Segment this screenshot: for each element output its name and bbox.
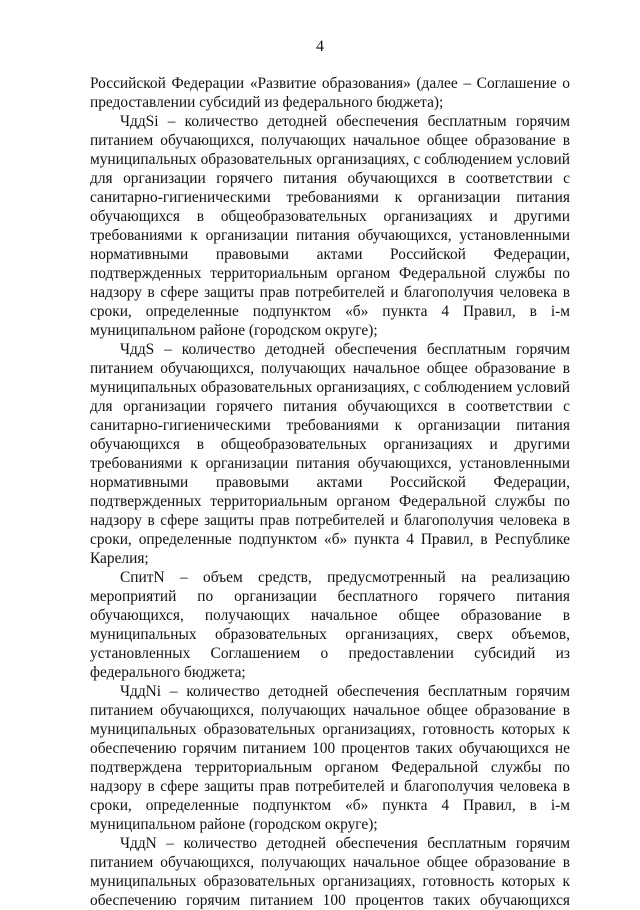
paragraph-chdd-ni: ЧддNi – количество детодней обеспечения бесплатным горячим питанием обучающихся, получающих начальное общее образование в муниципальных образовательных организациях, готовность которых к обеспечению горячим питанием 100 процентов таких обучающихся не подтверждена территориальным органом Федеральной службы по надзору в сфере защиты прав потребителей и благополучия человека в сроки, определенные подпунктом «б» пункта 4 Правил, в i-м муниципальном районе (городском округе); — [90, 683, 570, 833]
paragraph-spit-n: СпитN – объем средств, предусмотренный на реализацию мероприятий по организации бесплатного горячего питания обучающихся, получающих начальное общее образование в муниципальных образовательных организациях, сверх объемов, установленных Соглашением о предоставлении субсидий из федерального бюджета; — [90, 569, 570, 681]
paragraph-chdd-n: ЧддN – количество детодней обеспечения бесплатным горячим питанием обучающихся, получающих начальное общее образование в муниципальных образовательных организациях, готовность которых к обеспечению горячим питанием 100 процентов таких обучающихся — [90, 835, 570, 909]
paragraph-chdd-si: ЧддSi – количество детодней обеспечения бесплатным горячим питанием обучающихся, получающих начальное общее образование в муниципальных образовательных организациях, с соблюдением условий для организации горячего питания обучающихся в соответствии с санитарно-гигиеническими требованиями к организации питания обучающихся в общеобразовательных организациях и другими требованиями к организации питания обучающихся, установленными нормативными правовыми актами Российской Федерации, подтвержденных территориальным органом Федеральной службы по надзору в сфере защиты прав потребителей и благополучия человека в сроки, определенные подпунктом «б» пункта 4 Правил, в i-м муниципальном районе (городском округе); — [90, 113, 570, 339]
document-body — [90, 74, 570, 910]
page-number: 4 — [316, 38, 324, 55]
paragraph-chdd-s: ЧддS – количество детодней обеспечения бесплатным горячим питанием обучающихся, получающих начальное общее образование в муниципальных образовательных организациях, с соблюдением условий для организации горячего питания обучающихся в соответствии с санитарно-гигиеническими требованиями к организации питания обучающихся в общеобразовательных организациях и другими требованиями к организации питания обучающихся, установленными нормативными правовыми актами Российской Федерации, подтвержденных территориальным органом Федеральной службы по надзору в сфере защиты прав потребителей и благополучия человека в сроки, определенные подпунктом «б» пункта 4 Правил, в Республике Карелия; — [90, 341, 570, 567]
paragraph-continuation: Российской Федерации «Развитие образования» (далее – Соглашение о предоставлении субсидий из федерального бюджета); — [90, 75, 570, 111]
